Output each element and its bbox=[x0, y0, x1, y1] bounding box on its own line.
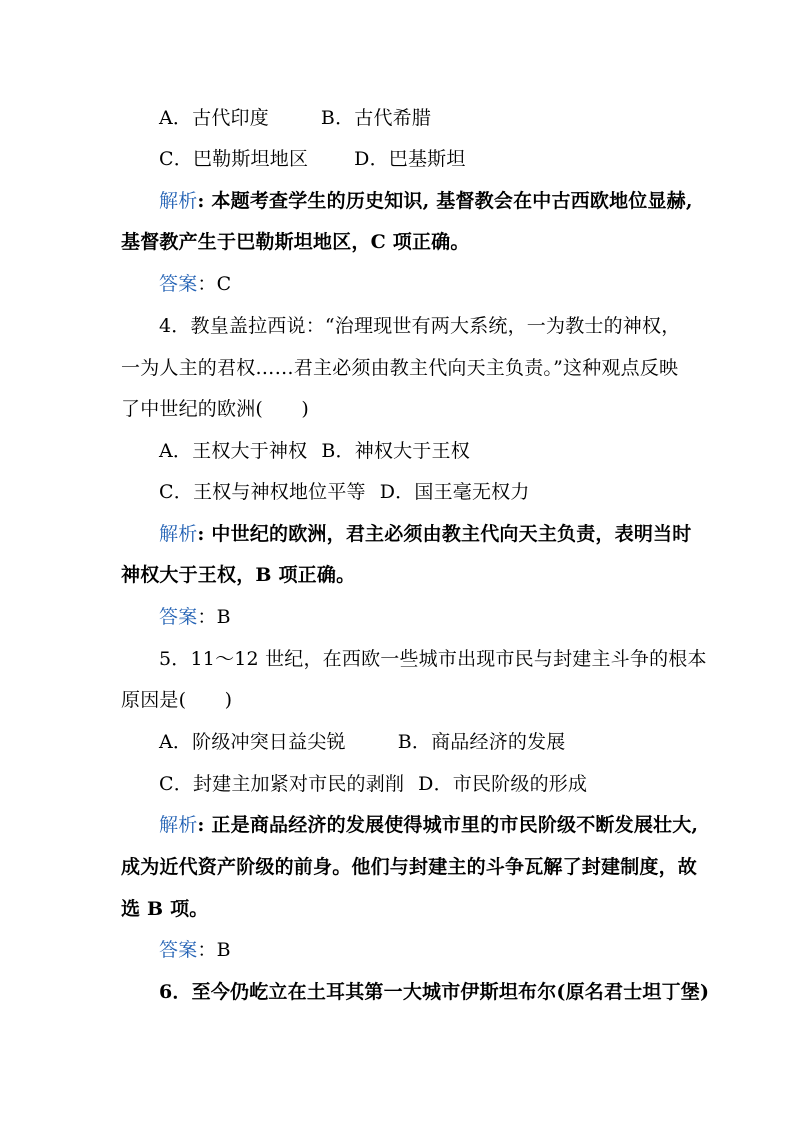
q4-option-d: D．国王毫无权力 bbox=[379, 481, 530, 503]
q4-answer bbox=[159, 605, 231, 629]
q5-option-a: A．阶级冲突日益尖锐 bbox=[159, 731, 346, 753]
q4-stem-line-1: 4．教皇盖拉西说：“治理现世有两大系统，一为教士的神权， bbox=[159, 315, 681, 337]
q3-option-c: C．巴勒斯坦地区 bbox=[159, 148, 309, 170]
q3-option-b: B．古代希腊 bbox=[320, 107, 432, 129]
q3-answer bbox=[159, 272, 231, 296]
q5-analysis-line-1 bbox=[159, 813, 698, 837]
answer-value: ：B bbox=[197, 939, 231, 961]
answer-value: ：C bbox=[197, 273, 232, 295]
q3-options-row-2 bbox=[159, 147, 466, 171]
answer-label: 答案 bbox=[159, 606, 198, 628]
q4-stem-line-2: 一为人主的君权……君主必须由教主代向天主负责。”这种观点反映 bbox=[121, 357, 679, 379]
analysis-label: 解析 bbox=[159, 190, 198, 212]
answer-label: 答案 bbox=[159, 273, 198, 295]
q5-stem-line-1: 5．11～12 世纪，在西欧一些城市出现市民与封建主斗争的根本 bbox=[159, 648, 707, 670]
q5-option-b: B．商品经济的发展 bbox=[397, 731, 566, 753]
q5-analysis-line-3: 选 B 项。 bbox=[121, 898, 209, 920]
q5-analysis-line-2: 成为近代资产阶级的前身。他们与封建主的斗争瓦解了封建制度，故 bbox=[121, 856, 698, 878]
q4-option-b: B．神权大于王权 bbox=[321, 440, 470, 462]
analysis-label: 解析 bbox=[159, 523, 198, 545]
q4-option-c: C．王权与神权地位平等 bbox=[159, 481, 366, 503]
q3-analysis-line-2: 基督教产生于巴勒斯坦地区，C 项正确。 bbox=[121, 231, 470, 253]
q6-stem-line-1: 6．至今仍屹立在土耳其第一大城市伊斯坦布尔(原名君士坦丁堡) bbox=[159, 981, 710, 1003]
answer-value: ：B bbox=[197, 606, 231, 628]
answer-label: 答案 bbox=[159, 939, 198, 961]
q4-option-a: A．王权大于神权 bbox=[159, 440, 308, 462]
q4-options-row-1 bbox=[159, 439, 470, 463]
q5-stem-line-2: 原因是( ) bbox=[121, 689, 233, 711]
q3-option-d: D．巴基斯坦 bbox=[354, 148, 466, 170]
q5-option-c: C．封建主加紧对市民的剥削 bbox=[159, 773, 405, 795]
q3-options-row-1 bbox=[159, 106, 431, 130]
analysis-text: : 中世纪的欧洲，君主必须由教主代向天主负责，表明当时 bbox=[197, 523, 692, 545]
q5-options-row-2 bbox=[159, 772, 587, 796]
q3-analysis-line-1 bbox=[159, 189, 693, 213]
q4-stem-line-3: 了中世纪的欧洲( ) bbox=[121, 398, 310, 420]
q5-options-row-1 bbox=[159, 730, 566, 754]
q4-analysis-line-2: 神权大于王权，B 项正确。 bbox=[121, 564, 356, 586]
analysis-label: 解析 bbox=[159, 814, 198, 836]
q5-answer bbox=[159, 938, 231, 962]
q5-option-d: D．市民阶级的形成 bbox=[418, 773, 588, 795]
q4-options-row-2 bbox=[159, 480, 530, 504]
analysis-text: : 本题考查学生的历史知识, 基督教会在中古西欧地位显赫, bbox=[197, 190, 693, 212]
q4-analysis-line-1 bbox=[159, 522, 691, 546]
q3-option-a: A．古代印度 bbox=[159, 107, 269, 129]
analysis-text: : 正是商品经济的发展使得城市里的市民阶级不断发展壮大, bbox=[197, 814, 699, 836]
